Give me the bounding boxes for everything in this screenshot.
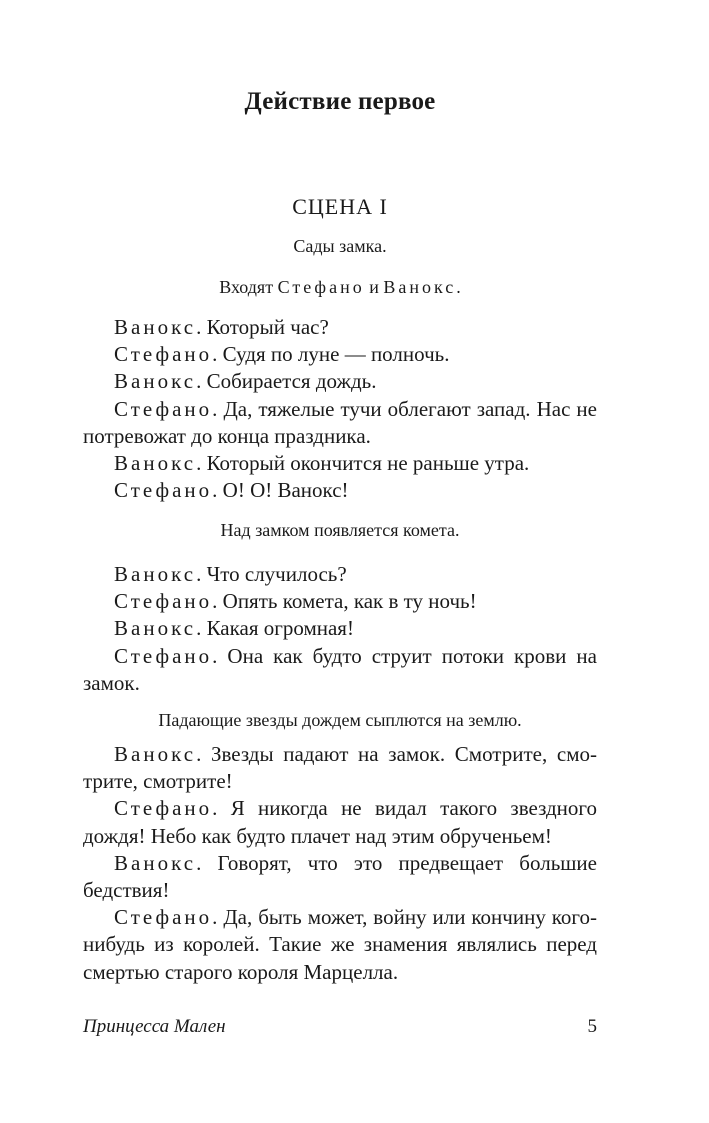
speaker-name: Ванокс [114,562,197,586]
speech-text: . Звезды падают на замок. Смотрите, смо-трите, смотрите! [83,742,597,794]
dialogue-line [83,588,597,615]
speech-text: . Что случилось? [196,562,347,586]
speaker-name: Ванокс [114,850,197,875]
speaker-name: Стефано [114,905,213,930]
speaker-name: Ванокс [114,315,197,339]
dialogue-line [83,643,597,697]
stage-enter-speaker: Ванокс [383,277,457,297]
speech-text: . Она как будто струит потоки крови на замок. [83,643,597,695]
speech-text: . Судя по луне — полночь. [212,342,450,367]
dialogue-line [83,450,597,477]
dialogue-line [83,741,597,795]
dialogue-line [83,904,597,986]
stage-direction-setting: Сады замка. [293,236,387,256]
dialogue-line [83,314,597,341]
dialogue-line [83,561,597,588]
speaker-name: Стефано [114,396,213,421]
page-number: 5 [587,1016,597,1037]
running-footer-title: Принцесса Мален [83,1016,226,1037]
stage-enter-prefix: Входят [219,277,278,297]
speech-text: . Опять комета, как в ту ночь! [212,589,477,614]
dialogue-line [83,396,597,450]
speech-text: . Собирается дождь. [196,369,377,394]
speech-text: . Я никогда не видал такого звездного дождя! Небо как будто плачет над этим обрученьем! [83,796,597,848]
stage-enter-speaker: Стефано [277,277,365,297]
dialogue-block-3 [83,741,597,986]
speaker-name: Стефано [114,796,213,821]
stage-direction-stars: Падающие звезды дождем сыплются на землю. [158,710,522,730]
speech-text: . Да, тяжелые тучи облегают запад. Нас не потревожат до конца праздника. [83,396,597,448]
speech-text: . Который окончится не раньше утра. [196,451,530,476]
speaker-name: Стефано [114,478,213,503]
stage-enter-joiner: и [364,277,384,297]
speaker-name: Ванокс [114,369,197,394]
stage-enter-suffix: . [456,277,461,297]
dialogue-line [83,615,597,642]
speaker-name: Стефано [114,643,213,668]
speech-text: . О! О! Ванокс! [212,478,349,503]
dialogue-line [83,850,597,904]
speech-text: . Говорят, что это предвещает большие бедствия! [83,850,597,903]
speaker-name: Ванокс [114,742,197,766]
act-title: Действие первое [244,88,436,115]
stage-direction-comet: Над замком появляется комета. [220,520,460,540]
stage-direction-enter [83,277,597,298]
book-page [83,0,597,1123]
dialogue-line [83,477,597,504]
speech-text: . Который час? [196,315,329,339]
speech-text: . Да, быть может, войну или кончину кого-нибудь из королей. Такие же знамения являлись перед смертью старого короля Марцелла. [83,905,597,984]
speaker-name: Ванокс [114,451,197,476]
dialogue-line [83,795,597,849]
scene-title: СЦЕНА I [292,194,388,219]
speech-text: . Какая огромная! [196,616,354,641]
speaker-name: Стефано [114,342,213,367]
dialogue-line [83,341,597,368]
dialogue-block-2 [83,561,597,697]
dialogue-line [83,368,597,395]
dialogue-block-1 [83,314,597,504]
speaker-name: Ванокс [114,616,197,641]
speaker-name: Стефано [114,589,213,614]
